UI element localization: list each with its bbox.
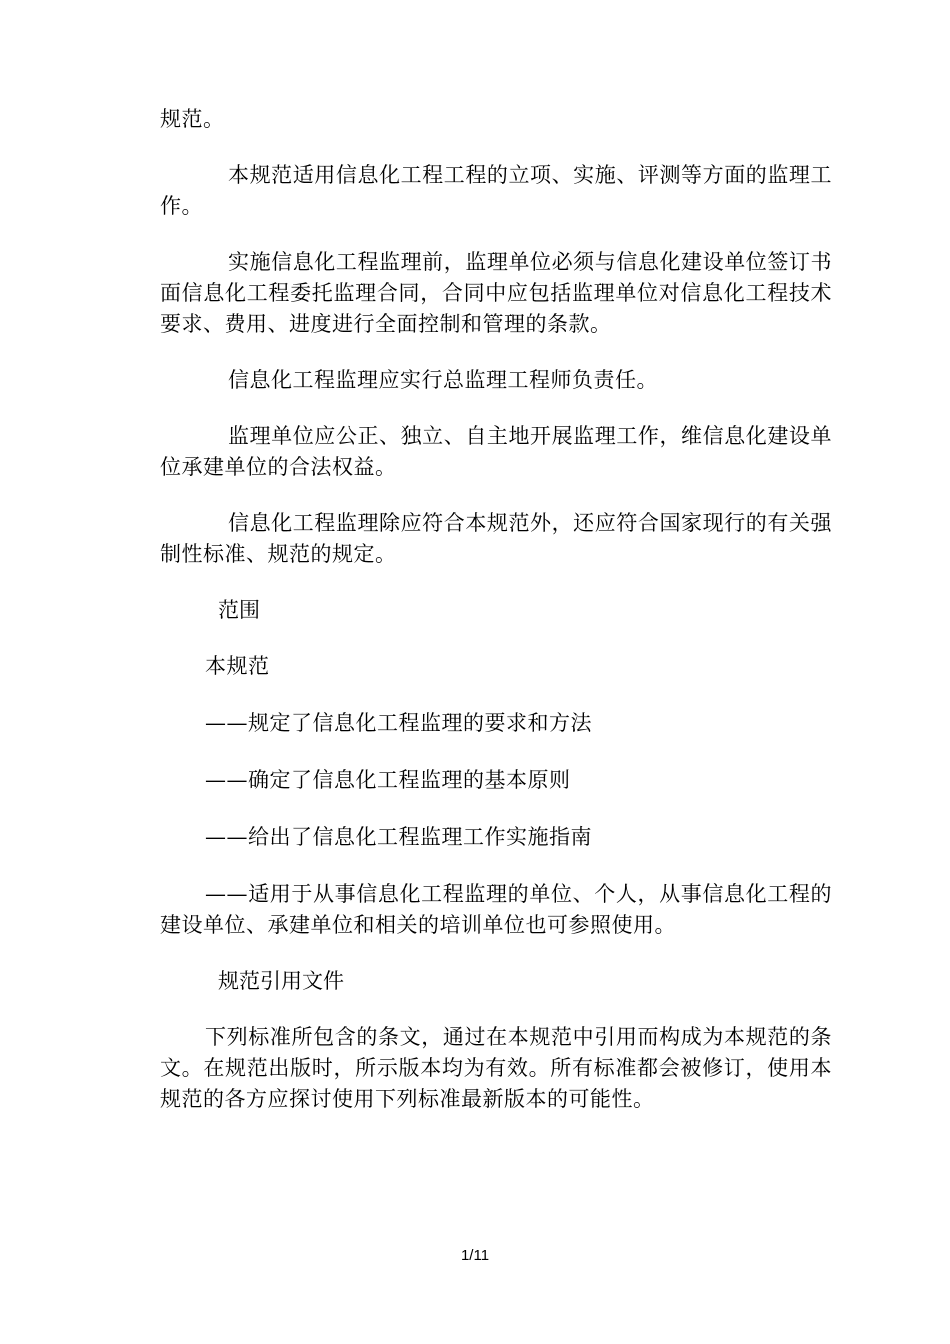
list-item-principles: ——确定了信息化工程监理的基本原则 [205, 768, 571, 792]
paragraph-scope-applicability: 本规范适用信息化工程工程的立项、实施、评测等方面的监理工作。 [160, 163, 832, 218]
paragraph-contract-requirement: 实施信息化工程监理前，监理单位必须与信息化建设单位签订书面信息化工程委托监理合同，合同中应包括监理单位对信息化工程技术要求、费用、进度进行全面控制和管理的条款。 [160, 250, 832, 336]
section-heading-references: 规范引用文件 [218, 969, 344, 993]
list-item-applicable-parties: ——适用于从事信息化工程监理的单位、个人，从事信息化工程的建设单位、承建单位和相关的培训单位也可参照使用。 [160, 882, 832, 937]
paragraph-compliance: 信息化工程监理除应符合本规范外，还应符合国家现行的有关强制性标准、规范的规定。 [160, 511, 832, 566]
paragraph-impartiality: 监理单位应公正、独立、自主地开展监理工作，维信息化建设单位承建单位的合法权益。 [160, 424, 832, 479]
section-heading-scope: 范围 [218, 598, 260, 622]
list-item-guidelines: ——给出了信息化工程监理工作实施指南 [205, 825, 592, 849]
document-body [160, 104, 832, 1115]
page-number: 1/11 [460, 1247, 490, 1264]
paragraph-continuation: 规范。 [160, 107, 225, 131]
list-item-requirements: ——规定了信息化工程监理的要求和方法 [205, 711, 592, 735]
paragraph-this-spec: 本规范 [205, 654, 270, 678]
paragraph-chief-engineer: 信息化工程监理应实行总监理工程师负责任。 [228, 368, 658, 392]
paragraph-referenced-standards: 下列标准所包含的条文，通过在本规范中引用而构成为本规范的条文。在规范出版时，所示版本均为有效。所有标准都会被修订，使用本规范的各方应探讨使用下列标准最新版本的可能性。 [160, 1025, 832, 1111]
